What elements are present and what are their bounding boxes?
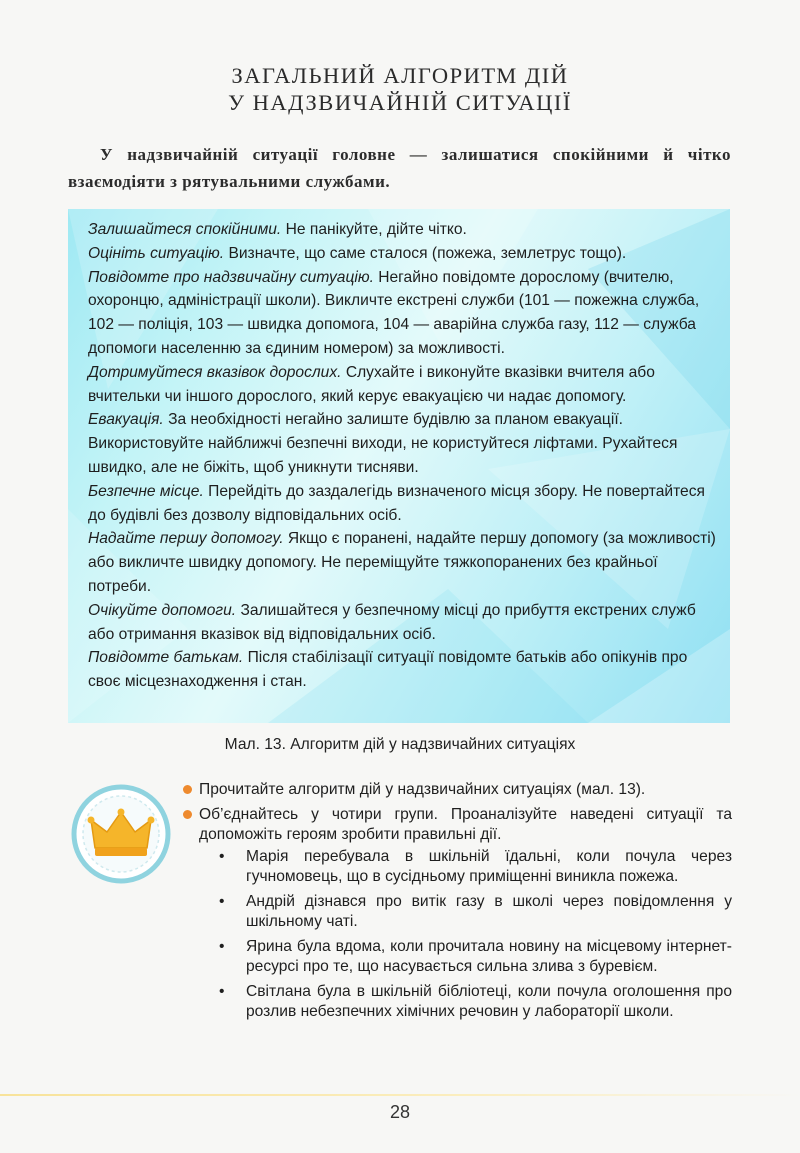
situation-list <box>199 847 732 1022</box>
task-list <box>182 780 732 1027</box>
step-item: Оцініть ситуацію. Визначте, що саме сталося (пожежа, землетрус тощо). <box>88 244 627 262</box>
task-item: Об’єднайтесь у чотири групи. Проаналізуйте наведені ситуації та допоможіть героям зробити правильні дії. • Марія перебувала в шкільній їдальні, коли почула через гучномовець, що в сусідньому приміщенні виникла пожежа. • Андрій дізнався про витік газу в школі через повідомлення у шкільному чаті. • Ярина була вдома, коли прочитала новину на місцевому інтернет-ресурсі про те, що насувається сильна злива з буревієм. • Світлана була в шкільній бібліотеці, коли почула оголошення про розлив небезпечних хімічних речовин у лабораторії школи. <box>182 805 732 1022</box>
step-item: Повідомте про надзвичайну ситуацію. Негайно повідомте дорослому (вчителю, охоронцю, адміністрації школи). Викличте екстрені служби (101 — пожежна служба, 102 — поліція, 103 — швидка допомога, 104 — аварійна служба газу, 112 — служба допомоги населенню за єдиним номером) за можливості. <box>88 268 700 357</box>
intro-paragraph: У надзвичайній ситуації головне — залишатися спокійними й чітко взаємодіяти з рятувальними службами. <box>68 145 731 191</box>
step-item: Надайте першу допомогу. Якщо є поранені, надайте першу допомогу (за можливості) або викличте швидку допомогу. Не переміщуйте тяжкопоранених без крайньої потреби. <box>88 530 716 595</box>
crown-icon <box>71 784 171 884</box>
algorithm-steps <box>88 218 720 694</box>
algorithm-box <box>68 209 730 723</box>
situation-item: • Світлана була в шкільній бібліотеці, коли почула оголошення про розлив небезпечних хімічних речовин у лабораторії школи. <box>219 983 732 1020</box>
situation-item: • Марія перебувала в шкільній їдальні, коли почула через гучномовець, що в сусідньому приміщенні виникла пожежа. <box>219 848 732 885</box>
bullet-dot <box>183 810 192 819</box>
step-item: Евакуація. За необхідності негайно залиште будівлю за планом евакуації. Використовуйте найближчі безпечні виходи, не користуйтеся ліфтами. Рухайтеся швидко, але не біжіть, щоб уникнути тисняви. <box>88 411 678 476</box>
title-line-2: У НАДЗВИЧАЙНІЙ СИТУАЦІЇ <box>228 90 572 115</box>
footer-divider <box>0 1094 800 1096</box>
task-item: Прочитайте алгоритм дій у надзвичайних ситуаціях (мал. 13). <box>182 780 732 800</box>
step-item: Дотримуйтеся вказівок дорослих. Слухайте і виконуйте вказівки вчителя або вчительки чи іншого дорослого, який керує евакуацією чи надає допомогу. <box>88 363 655 405</box>
step-item: Повідомте батькам. Після стабілізації ситуації повідомте батьків або опікунів про своє місцезнаходження і стан. <box>88 649 688 691</box>
title-line-1: ЗАГАЛЬНИЙ АЛГОРИТМ ДІЙ <box>231 63 569 88</box>
situation-item: • Ярина була вдома, коли прочитала новину на місцевому інтернет-ресурсі про те, що насувається сильна злива з буревієм. <box>219 938 732 975</box>
step-item: Очікуйте допомоги. Залишайтеся у безпечному місці до прибуття екстрених служб або отримання вказівок від відповідальних осіб. <box>88 601 696 643</box>
page-title <box>0 62 800 116</box>
step-item: Безпечне місце. Перейдіть до заздалегідь визначеного місця збору. Не повертайтеся до будівлі без дозволу відповідальних осіб. <box>88 482 705 524</box>
step-item: Залишайтеся спокійними. Не панікуйте, дійте чітко. <box>88 221 467 238</box>
bullet-dot <box>183 785 192 794</box>
situation-item: • Андрій дізнався про витік газу в школі через повідомлення у шкільному чаті. <box>219 893 732 930</box>
page-number: 28 <box>389 1102 411 1122</box>
figure-caption: Мал. 13. Алгоритм дій у надзвичайних ситуаціях <box>224 736 576 753</box>
